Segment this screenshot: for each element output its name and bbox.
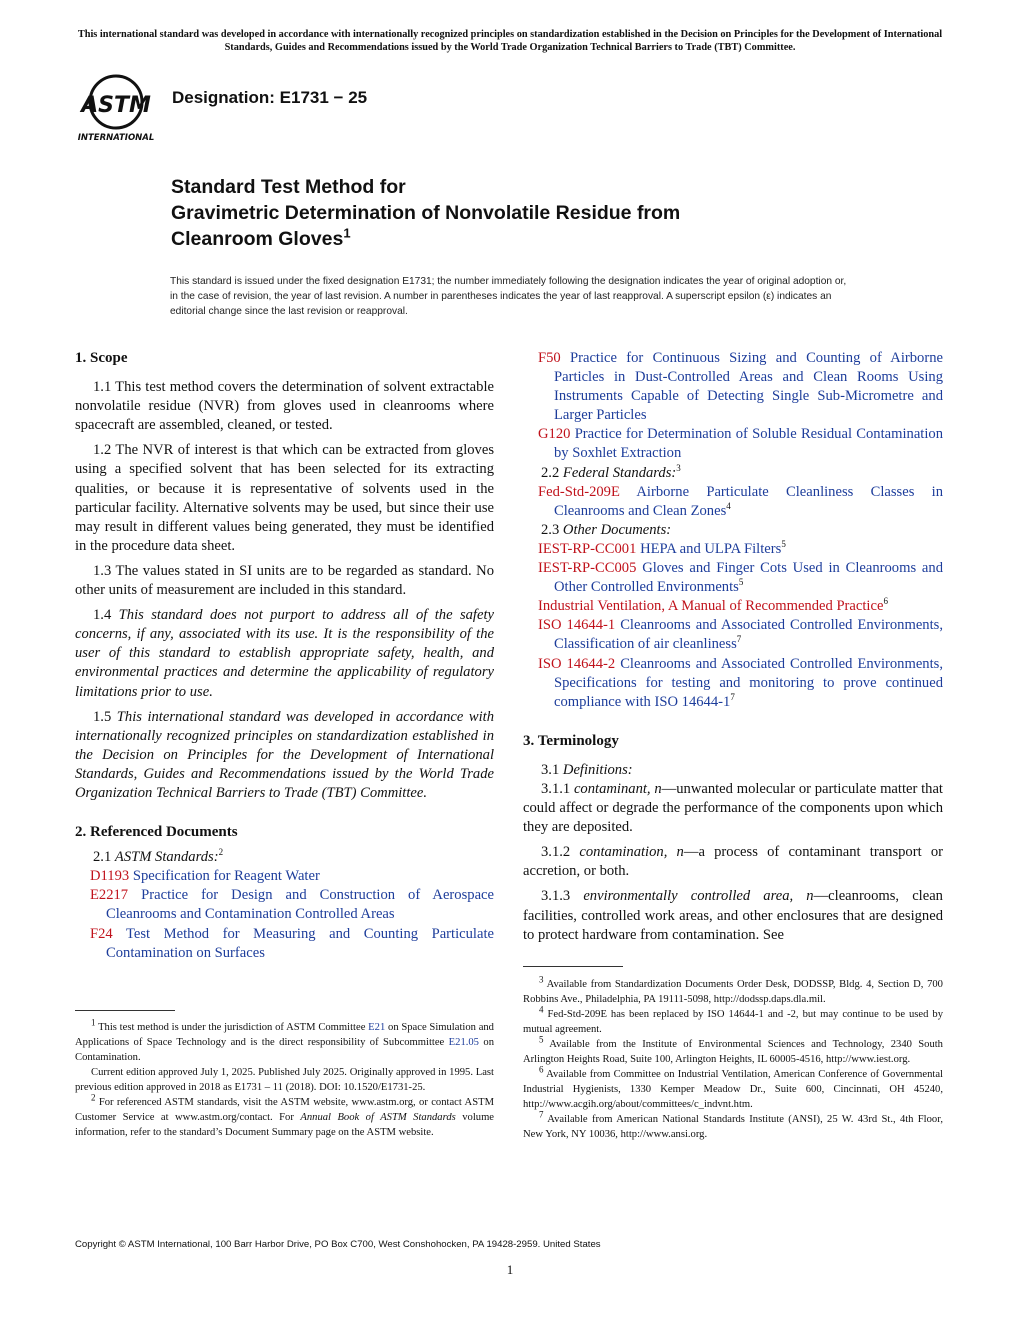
ref-item[interactable]: Fed-Std-209E Airborne Particulate Cleanliness Classes in Cleanrooms and Clean Zones$^4$ [538,483,944,519]
ref-item[interactable]: G120 Practice for Determination of Soluble Residual Contamination by Soxhlet Extraction [538,426,943,462]
ref-item[interactable]: ISO 14644-2 Cleanrooms and Associated Controlled Environments, Specifications for testing and monitoring to prove continued compliance with ISO $14644-1^7$ [538,655,943,710]
ref-item[interactable]: Industrial Ventilation, A Manual of Recommended Practice$^6$ [538,596,888,615]
astm-logo-icon [72,72,164,142]
footnote-divider [75,1010,175,1011]
section-terminology-heading: 3. Terminology [523,732,619,749]
ref-item[interactable]: ISO 14644-1 Cleanrooms and Associated Controlled Environments, Classification of air cleanliness$^7$ [538,617,943,653]
ref-item[interactable]: F24 Test Method for Measuring and Counting Particulate Contamination on Surfaces [90,925,494,961]
footnote-4: $^4$ Fed-Std-209E has been replaced by ISO 14644-1 and -2, but may continue to be used by mutual agreement. [523,1004,944,1035]
footnote-5: $^5$ Available from the Institute of Environmental Sciences and Technology, 2340 South Arlington Heights Road, Suite 100, Arlington Heights, IL 60005-4516, http://www.iest.org. [523,1034,943,1065]
copyright: Copyright © ASTM International, 100 Barr Harbor Drive, PO Box C700, West Conshohocken, PA 19428-2959. United States [75,1239,601,1250]
fixed-designation-note: This standard is issued under the fixed designation E1731; the number immediately following the designation indicates the year of original adoption or, in the case of revision, the year of last revision. A number in parentheses indicates the year of last reapproval. A superscript epsilon (ε) indicates an editorial change since the last revision or reapproval. [170,276,847,317]
right-footnotes [523,966,943,1142]
left-column [75,349,494,963]
designation: Designation: E1731 − 25 [172,88,368,107]
logo-subtext: INTERNATIONAL [77,133,155,142]
definitions-label: 3.1 Definitions: [541,761,633,778]
section-referenced-heading: 2. Referenced Documents [75,824,238,841]
logo-text: ASTM [81,93,151,118]
federal-standards-label: 2.2 Federal Standards:$^3$ [541,462,681,481]
astm-logo [72,72,164,142]
astm-standards-label: 2.1 ASTM Standards:$^2$ [93,847,224,866]
footnote-edition: Current edition approved July 1, 2025. Published July 2025. Originally approved in 1995. Last previous edition approved in 2018 as E1731 – 11 (2018). DOI: 10.1520/E1731-25. [75,1067,494,1093]
title-line-1: Standard Test Method for [171,176,406,198]
definition-contamination: 3.1.2 contamination, n—a process of contaminant transport or accretion, or both. [523,844,943,880]
ref-item[interactable]: E2217 Practice for Design and Construction of Aerospace Cleanrooms and Contamination Controlled Areas [90,887,494,923]
ref-item[interactable]: F50 Practice for Continuous Sizing and Counting of Airborne Particles in Dust-Controlled Areas and Clean Rooms Using Instruments Capable of Detecting Single Sub-Micrometre and Larger Particles [538,350,943,424]
committee-link[interactable]: E21 [368,1022,386,1033]
footnote-6: $^6$ Available from Committee on Industrial Ventilation, American Conference of Governmental Industrial Hygienists, 1330 Kemper Meadow Dr., Suite 600, Cincinnati, OH 45240, http://www.acgih.org/about/committees/c_indvnt.htm. [523,1064,943,1110]
right-column [523,349,943,951]
scope-1-5: 1.5 This international standard was developed in accordance with internationally recognized principles on standardization established in the Decision on Principles for the Development of International Standards, Guides and Recommendations issued by the World Trade Organization Technical Barriers to Trade (TBT) Committee. [75,708,495,801]
footnote-3: $^3$ Available from Standardization Documents Order Desk, DODSSP, Bldg. 4, Section D, 700 Robbins Ave., Philadelphia, PA 19111-5098, http://dodssp.daps.dla.mil. [523,974,943,1005]
footnote-1: $^1$ This test method is under the jurisdiction of ASTM Committee E21 on Space Simulation and Applications of Space Technology and is the direct responsibility of Subcommittee E21.05 on Contamination. [75,1017,494,1063]
subcommittee-link[interactable]: E21.05 [448,1037,479,1048]
footnote-divider [523,966,623,967]
document-title [171,174,680,252]
scope-1-4: 1.4 This standard does not purport to address all of the safety concerns, if any, associated with its use. It is the responsibility of the user of this standard to establish appropriate safety, health, and environmental practices and determine the applicability of regulatory limitations prior to use. [75,607,494,700]
page-number: 1 [506,1262,514,1277]
ref-item[interactable]: D1193 Specification for Reagent Water [90,868,320,885]
left-footnotes [75,1010,494,1140]
footnote-7: $^7$ Available from American National Standards Institute (ANSI), 25 W. 43rd St., 4th Floor, New York, NY 10036, http://www.ansi.org. [523,1109,943,1140]
footnote-2: $^2$ For referenced ASTM standards, visit the ASTM website, www.astm.org, or contact ASTM Customer Service at www.astm.org/contact. For Annual Book of ASTM Standards volume information, refer to the standard’s Document Summary page on the ASTM website. [75,1092,495,1138]
title-line-3: Cleanroom Gloves$^1$ [171,225,351,250]
other-documents-label: 2.3 Other Documents: [541,521,672,538]
ref-item[interactable]: IEST-RP-CC001 HEPA and ULPA Filters$^5$ [538,539,786,557]
scope-1-1: 1.1 This test method covers the determination of solvent extractable nonvolatile residue (NVR) from gloves used in cleanrooms where spacecraft are assembled, cleaned, or tested. [75,379,494,434]
international-standard-notice: This international standard was developed in accordance with internationally recognized principles on standardization established in the Decision on Principles for the Development of International Standards, Guides and Recommendations issued by the World Trade Organization Technical Barriers to Trade (TBT) Committee. [77,29,943,53]
ref-item[interactable]: IEST-RP-CC005 Gloves and Finger Cots Used in Cleanrooms and Other Controlled Environments$^5$ [538,560,943,596]
definition-controlled-area: 3.1.3 environmentally controlled area, n—cleanrooms, clean facilities, controlled work areas, and other enclosures that are designed to protect hardware from contamination. See [523,888,943,943]
title-line-2: Gravimetric Determination of Nonvolatile Residue from [171,202,681,224]
scope-1-3: 1.3 The values stated in SI units are to be regarded as standard. No other units of measurement are included in this standard. [75,562,494,599]
scope-1-2: 1.2 The NVR of interest is that which can be extracted from gloves using a specified solvent that has been selected for its extracting qualities, or because it is representative of solvents used in the particular facility. Alternative solvents may be used, but since their use may result in different values being generated, they must be identified in the procedure data sheet. [75,442,494,554]
definition-contaminant: 3.1.1 contaminant, n—unwanted molecular or particulate matter that could affect or degrade the performance of the components upon which they are deposited. [523,780,943,836]
section-scope-heading: 1. Scope [75,350,128,366]
